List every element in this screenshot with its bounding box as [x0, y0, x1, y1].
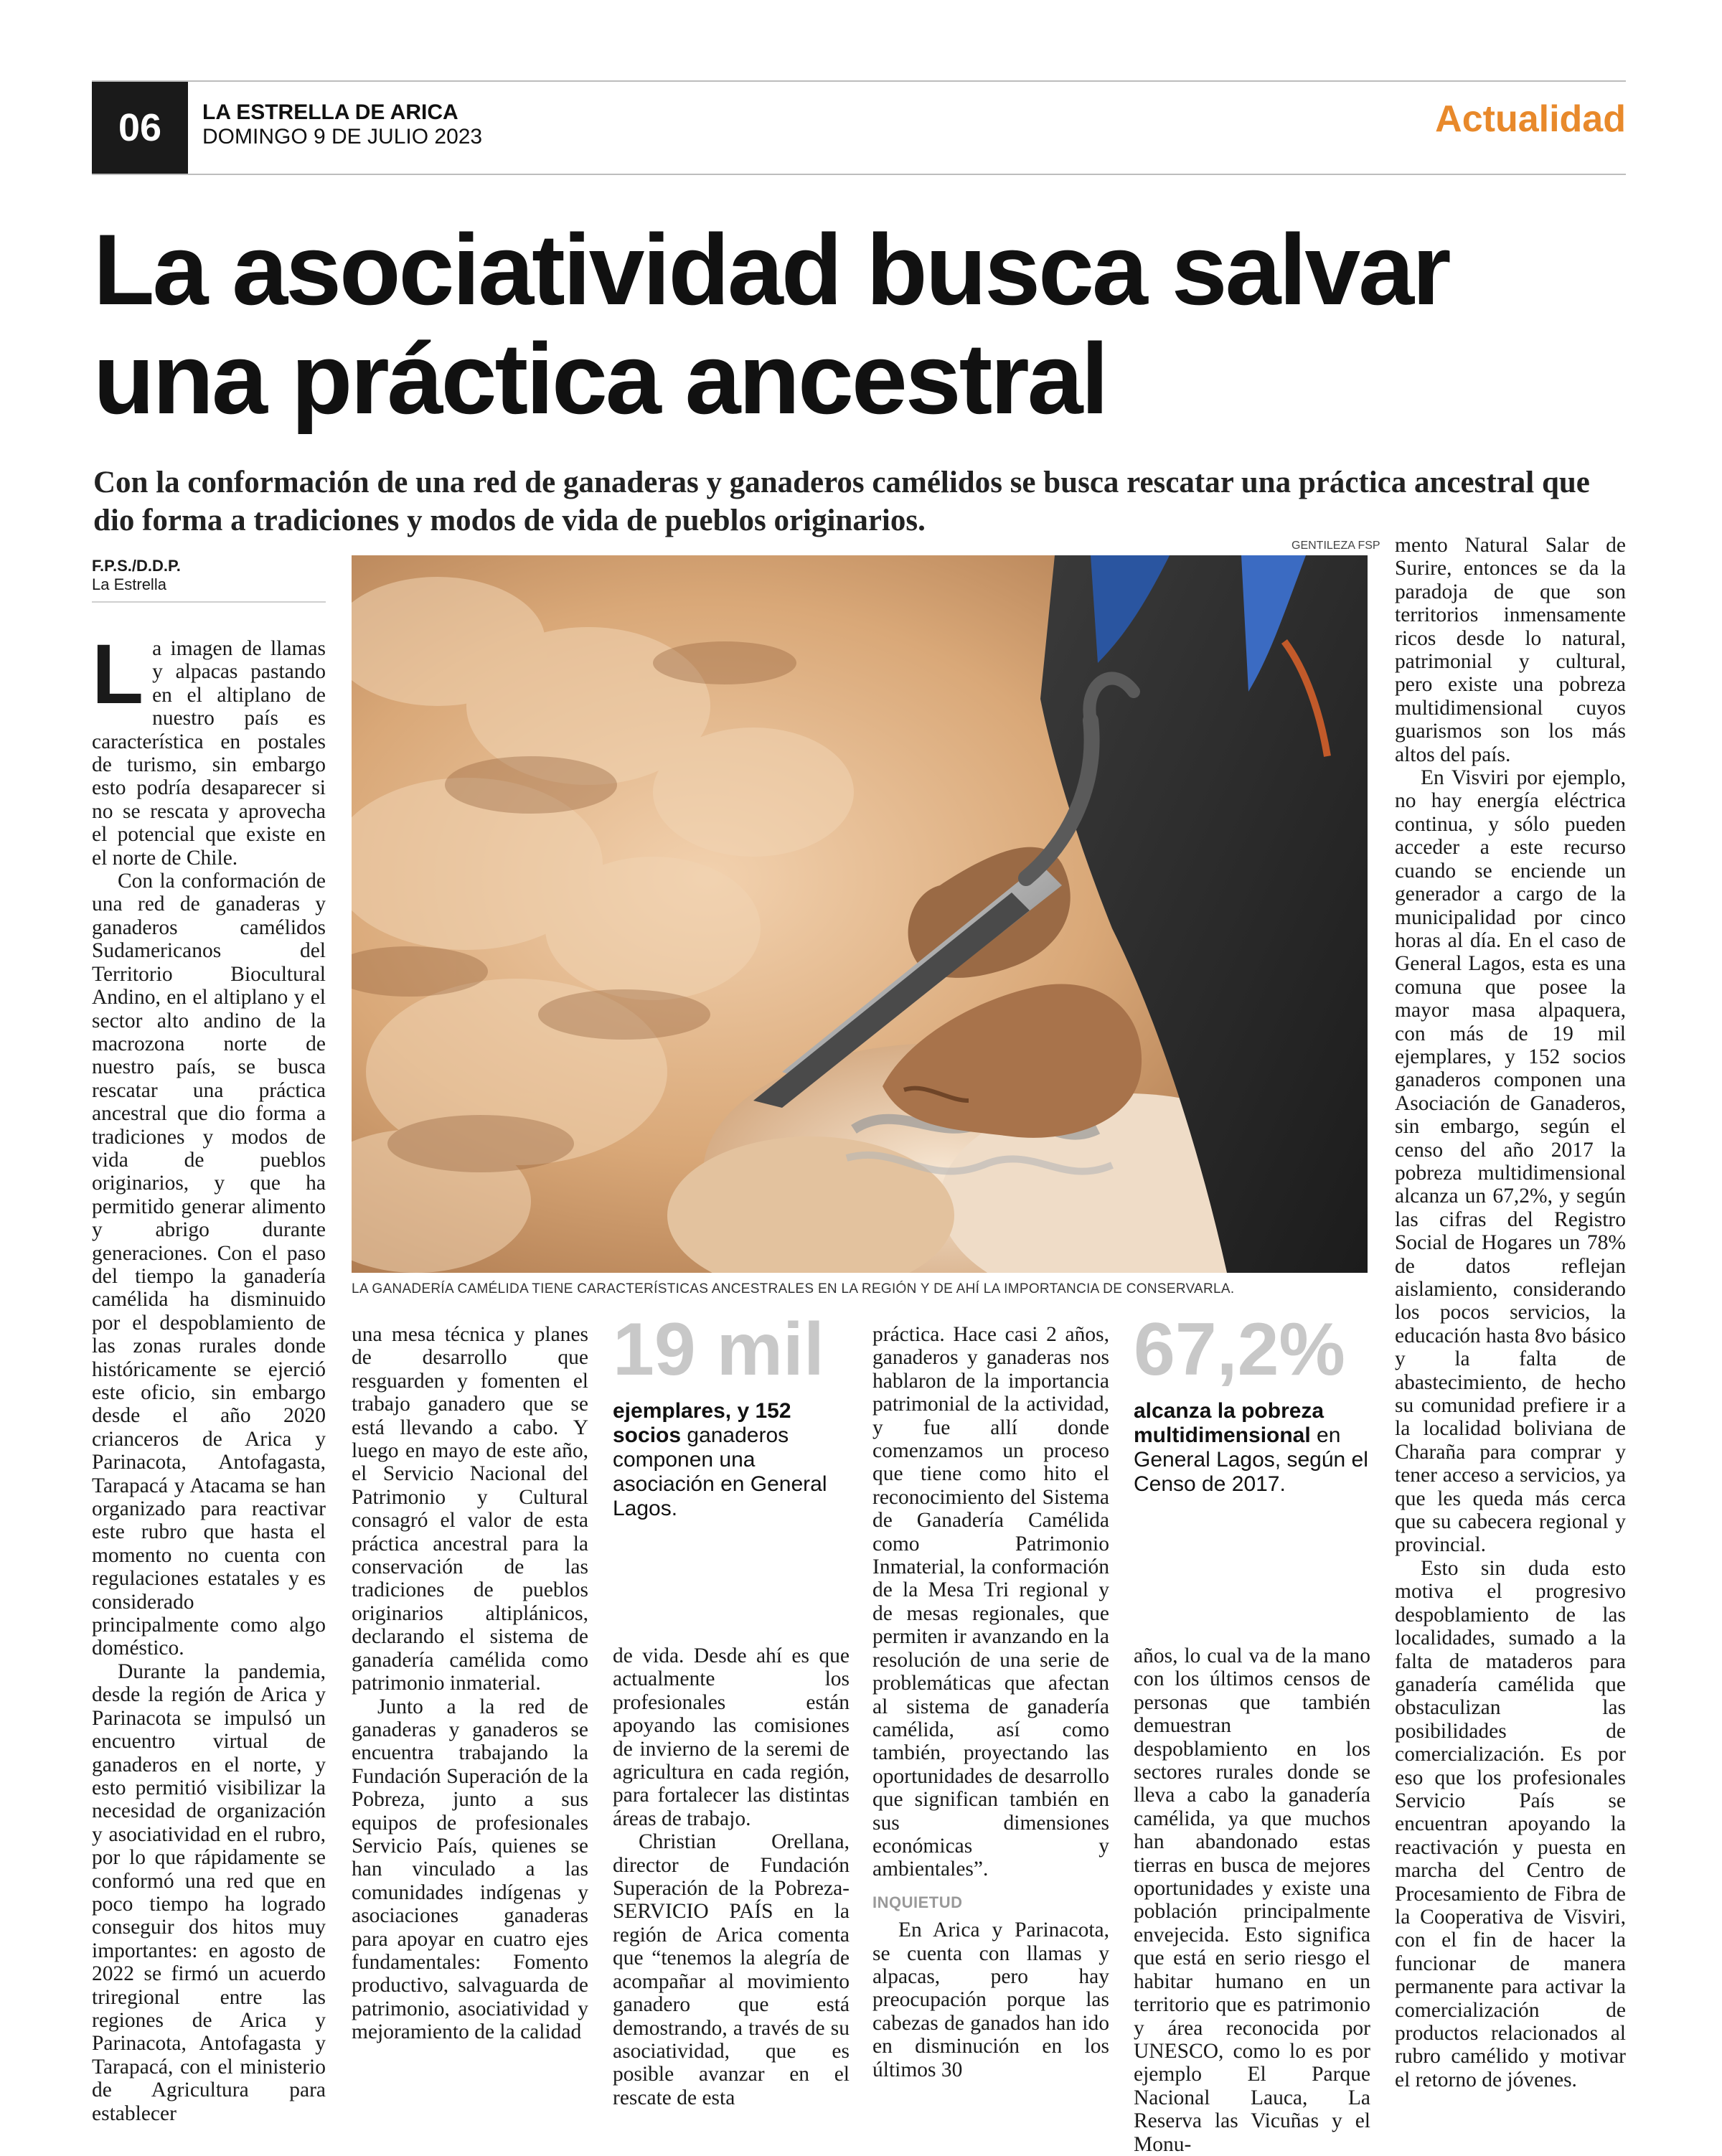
body-column-2	[352, 1323, 588, 2044]
paragraph: Christian Orellana, director de Fundación Superación de la Pobreza-SERVICIO PAÍS en la región de Arica comenta que “tenemos la alegría de acompañar al movimiento ganadero que está demostrando, a través de su asociatividad, que es posible avanzar en el rescate de esta	[613, 1830, 850, 2109]
paragraph: años, lo cual va de la mano con los últimos censos de personas que también demuestran despoblamiento en los sectores rurales donde se lleva a cabo la ganadería camélida, ya que muchos han abandonado estas tierras en busca de mejores oportunidades y existe una población principalmente envejecida. Esto significa que está en serio riesgo el habitar humano en un territorio que es patrimonio y área reconocida por UNESCO, como lo es por ejemplo El Parque Nacional Lauca, La Reserva las Vicuñas y el Monu-	[1134, 1644, 1370, 2156]
paragraph: Junto a la red de ganaderas y ganaderos se encuentra trabajando la Fundación Superación de la Pobreza, junto a sus equipos de profesionales Servicio País, quienes se han vinculado a las comunidades indígenas y asociaciones ganaderas para apoyar en cuatro ejes fundamentales: Fomento productivo, salvaguarda de patrimonio, asociatividad y mejoramiento de la calidad	[352, 1695, 588, 2044]
byline	[92, 557, 181, 594]
paragraph: Con la conformación de una red de ganaderas y ganaderos camélidos Sudamericanos del Territorio Biocultural Andino, en el altiplano y el sector alto andino de la macrozona norte de nuestro país, se busca rescatar una práctica ancestral que dio forma a tradiciones y modos de vida de pueblos originarios, y que ha permitido generar alimento y abrigo durante generaciones. Con el paso del tiempo la ganadería camélida ha disminuido por el despoblamiento de las zonas rurales donde históricamente se ejerció este oficio, sin embargo desde el año 2020 crianceros de Arica y Parinacota, Antofagasta, Tarapacá y Atacama se han organizado para reactivar este rubro que hasta el momento no cuenta con regulaciones estatales y es considerado principalmente como algo doméstico.	[92, 870, 326, 1660]
paragraph: En Arica y Parinacota, se cuenta con llamas y alpacas, pero hay preocupación porque las cabezas de ganados han ido en disminución en los últimos 30	[872, 1919, 1109, 2081]
paragraph: de vida. Desde ahí es que actualmente los profesionales están apoyando las comisiones de invierno de la seremi de agricultura en cada región, para fortalecer las distintas áreas de trabajo.	[613, 1644, 850, 1830]
body-column-3	[613, 1644, 850, 2109]
stat-number-2: 67,2%	[1134, 1308, 1345, 1391]
stat-text-1	[613, 1399, 850, 1521]
body-column-4	[872, 1323, 1109, 2081]
header-rule	[92, 174, 1626, 175]
body-column-1	[92, 627, 326, 2125]
drop-cap: L	[92, 627, 144, 722]
stat-bold-1: ejemplares, y 152 socios	[613, 1399, 791, 1447]
stat-text-2	[1134, 1399, 1370, 1497]
paragraph: mento Natural Salar de Surire, entonces se da la paradoja de que son territorios inmensamente ricos desde lo natural, patrimonial y cultural, pero existe una pobreza multidimensional cuyos guarismos son los más altos del país.	[1395, 534, 1626, 766]
article-photo	[352, 555, 1368, 1273]
issue-date: DOMINGO 9 DE JULIO 2023	[202, 125, 483, 149]
byline-author: F.P.S./D.D.P.	[92, 557, 181, 575]
body-column-6	[1395, 534, 1626, 2091]
headline: La asociatividad busca salvar una práctica ancestral	[93, 213, 1449, 435]
deck: Con la conformación de una red de ganaderas y ganaderos camélidos se busca rescatar una práctica ancestral que dio forma a tradiciones y modos de vida de pueblos originarios.	[93, 466, 1590, 537]
photo-caption: LA GANADERÍA CAMÉLIDA TIENE CARACTERÍSTICAS ANCESTRALES EN LA REGIÓN Y DE AHÍ LA IMPORTANCIA DE CONSERVARLA.	[352, 1281, 1235, 1296]
stat-bold-2: alcanza la pobreza multidimensional	[1134, 1399, 1325, 1447]
stat-rest-2: en General Lagos, según el Censo de 2017.	[1134, 1423, 1368, 1496]
byline-outlet: La Estrella	[92, 575, 166, 593]
paragraph	[92, 627, 326, 870]
top-rule	[92, 80, 1626, 82]
paragraph: una mesa técnica y planes de desarrollo que resguarden y fomenten el trabajo ganadero que se está llevando a cabo. Y luego en mayo de este año, el Servicio Nacional del Patrimonio y Cultural consagró el valor de esta práctica ancestral para la conservación de las tradiciones de pueblos originarios altiplánicos, declarando el sistema de ganadería camélida como patrimonio inmaterial.	[352, 1323, 588, 1695]
body-column-5	[1134, 1644, 1370, 2156]
paragraph: Durante la pandemia, desde la región de Arica y Parinacota se impulsó un encuentro virtual de ganaderos en el norte, y esto permitió visibilizar la necesidad de organización y asociatividad en el rubro, por lo que rápidamente se conformó una red que en poco tiempo ha logrado conseguir dos hitos muy importantes: en agosto de 2022 se firmó un acuerdo triregional entre las regiones de Arica y Parinacota, Antofagasta y Tarapacá, con el ministerio de Agricultura para establecer	[92, 1660, 326, 2125]
byline-rule	[92, 601, 326, 603]
masthead	[202, 100, 482, 149]
paragraph: Esto sin duda esto motiva el progresivo despoblamiento de las localidades, sumado a la falta de mataderos para ganadería camélida que obstaculizan las posibilidades de comercialización. Es por eso que los profesionales Servicio País se encuentran apoyando la reactivación y puesta en marcha del Centro de Procesamiento de Fibra de la Cooperativa de Visviri, con el fin de hacer la funcionar de manera permanente para activar la comercialización de productos relacionados al rubro camélido y motivar el retorno de jóvenes.	[1395, 1556, 1626, 2091]
shearing-photo-illustration	[352, 555, 1368, 1273]
stat-rest-1: ganaderos componen una asociación en General Lagos.	[613, 1423, 827, 1520]
page-number: 06	[92, 82, 188, 174]
lead-text: a imagen de llamas y alpacas pastando en el altiplano de nuestro país es característica en postales de turismo, sin embargo esto podría desaparecer si no se rescata y aprovecha el potencial que existe en el norte de Chile.	[92, 637, 326, 870]
paragraph: En Visviri por ejemplo, no hay energía eléctrica continua, y sólo pueden acceder a este recurso cuando se enciende un generador a cargo de la municipalidad por cinco horas al día. En el caso de General Lagos, esta es una comuna que posee la mayor masa alpaquera, con más de 19 mil ejemplares, y 152 socios ganaderos componen una Asociación de Ganaderos, sin embargo, según el censo del año 2017 la pobreza multidimensional alcanza un 67,2%, y según las cifras del Registro Social de Hogares un 78% de datos reflejan aislamiento, considerando los pocos servicios, la educación hasta 8vo básico y la falta de abastecimiento, de hecho su comunidad prefiere ir a la localidad boliviana de Charaña para comprar y tener acceso a servicios, ya que les queda más cerca que su cabecera regional y provincial.	[1395, 766, 1626, 1557]
paragraph: práctica. Hace casi 2 años, ganaderos y ganaderas nos hablaron de la importancia patrimonial de la actividad, y fue allí donde comenzamos un proceso que tiene como hito el reconocimiento del Sistema de Ganadería Camélida como Patrimonio Inmaterial, la conformación de la Mesa Tri regional y de mesas regionales, que permiten ir avanzando en la resolución de una serie de problemáticas que afectan al sistema de ganadería camélida, así como también, proyectando las oportunidades de desarrollo que significan también en sus dimensiones económicas y ambientales”.	[872, 1323, 1109, 1881]
photo-credit: GENTILEZA FSP	[1292, 540, 1380, 552]
section-label: Actualidad	[1435, 98, 1626, 140]
subhead: INQUIETUD	[872, 1893, 963, 1911]
newspaper-name: LA ESTRELLA DE ARICA	[202, 100, 458, 124]
stat-number-1: 19 mil	[613, 1308, 824, 1391]
